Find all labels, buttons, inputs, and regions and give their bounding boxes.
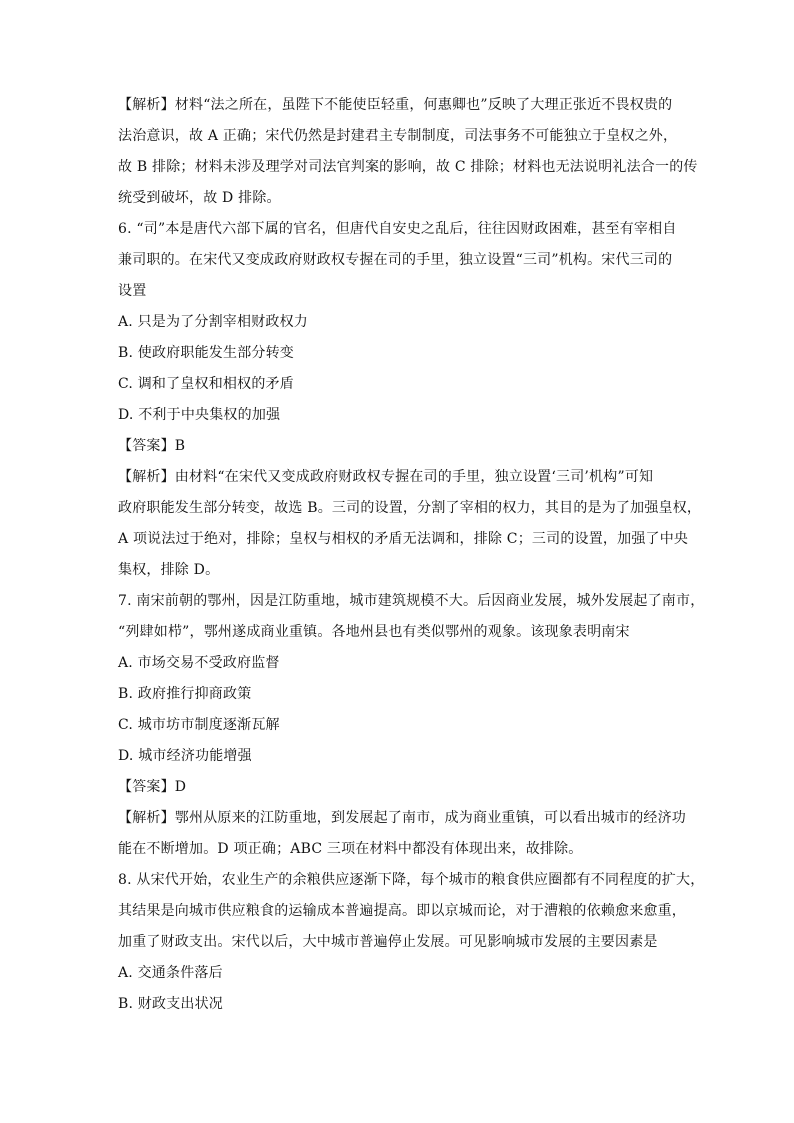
question-6-analysis: 集权，排除 D。 <box>118 562 220 578</box>
question-7-option-c: C. 城市坊市制度逐渐瓦解 <box>118 717 280 733</box>
question-6-stem: 兼司职的。在宋代又变成政府财政权专握在司的手里，独立设置“三司”机构。宋代三司的 <box>118 252 673 268</box>
analysis-line: 统受到破坏，故 D 排除。 <box>118 190 281 206</box>
question-8-stem: 8. 从宋代开始，农业生产的余粮供应逐渐下降，每个城市的粮食供应圈都有不同程度的扩大， <box>118 872 705 888</box>
question-6-answer: 【答案】B <box>118 438 186 454</box>
question-7-analysis: 能在不断增加。D 项正确；ABC 三项在材料中都没有体现出来，故排除。 <box>118 841 583 857</box>
question-7-option-b: B. 政府推行抑商政策 <box>118 686 252 702</box>
question-8-option-a: A. 交通条件落后 <box>118 965 223 981</box>
question-6-option-d: D. 不利于中央集权的加强 <box>118 407 281 423</box>
question-6-stem: 设置 <box>118 283 147 299</box>
question-6-analysis: 政府职能发生部分转变，故选 B。三司的设置，分割了宰相的权力，其目的是为了加强皇权， <box>118 500 702 516</box>
analysis-line: 法治意识，故 A 正确；宋代仍然是封建君主专制制度，司法事务不可能独立于皇权之外， <box>118 128 678 144</box>
question-6-stem: 6. “司”本是唐代六部下属的官名，但唐代自安史之乱后，往往因财政困难，甚至有宰相自 <box>118 221 677 237</box>
question-6-option-b: B. 使政府职能发生部分转变 <box>118 345 294 361</box>
question-6-option-a: A. 只是为了分割宰相财政权力 <box>118 314 309 330</box>
question-6-analysis: 【解析】由材料“在宋代又变成政府财政权专握在司的手里，独立设置‘三司’机构”可知 <box>118 469 654 485</box>
analysis-line: 【解析】材料“法之所在，虽陛下不能使臣轻重，何惠卿也”反映了大理正张近不畏权贵的 <box>118 97 673 113</box>
question-7-option-a: A. 市场交易不受政府监督 <box>118 655 280 671</box>
question-8-option-b: B. 财政支出状况 <box>118 996 223 1012</box>
question-7-answer: 【答案】D <box>118 779 187 795</box>
question-6-analysis: A 项说法过于绝对，排除；皇权与相权的矛盾无法调和，排除 C；三司的设置，加强了中央 <box>118 531 689 547</box>
question-7-stem: 7. 南宋前朝的鄂州，因是江防重地，城市建筑规模不大。后因商业发展，城外发展起了南市， <box>118 593 705 609</box>
analysis-line: 故 B 排除；材料未涉及理学对司法官判案的影响，故 C 排除；材料也无法说明礼法合一的传 <box>118 159 698 175</box>
question-6-option-c: C. 调和了皇权和相权的矛盾 <box>118 376 294 392</box>
question-7-option-d: D. 城市经济功能增强 <box>118 748 252 764</box>
question-7-analysis: 【解析】鄂州从原来的江防重地，到发展起了南市，成为商业重镇，可以看出城市的经济功 <box>118 810 686 826</box>
question-8-stem: 加重了财政支出。宋代以后，大中城市普遍停止发展。可见影响城市发展的主要因素是 <box>118 934 658 950</box>
question-7-stem: “列肆如栉”，鄂州遂成商业重镇。各地州县也有类似鄂州的观象。该现象表明南宋 <box>118 624 630 640</box>
question-8-stem: 其结果是向城市供应粮食的运输成本普遍提高。即以京城而论，对于漕粮的依赖愈来愈重， <box>118 903 686 919</box>
